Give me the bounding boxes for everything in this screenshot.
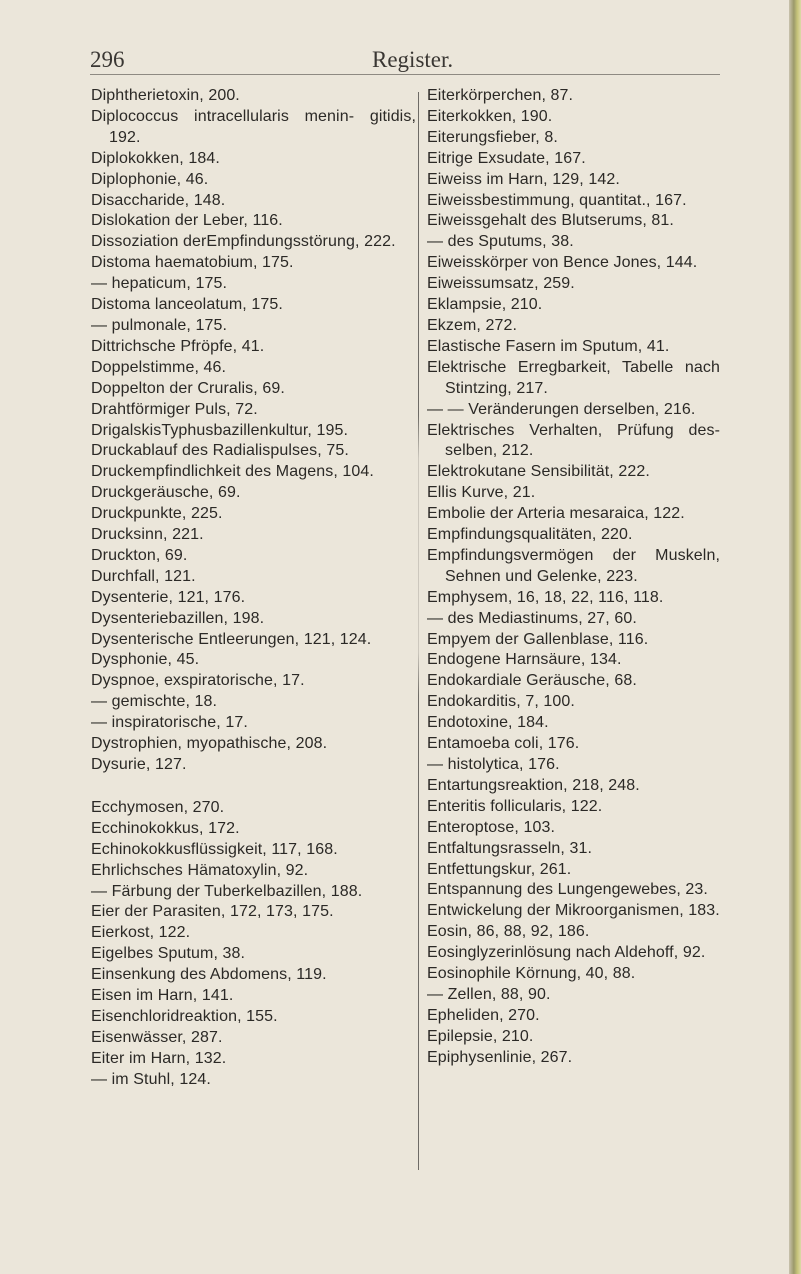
index-entry: Druckempfindlichkeit des Magens, 104. <box>91 463 374 481</box>
index-entry: Endokardiale Geräusche, 68. <box>427 672 637 690</box>
index-entry: — im Stuhl, 124. <box>91 1070 211 1088</box>
index-entry: Ellis Kurve, 21. <box>427 484 536 502</box>
index-entry: Eier der Parasiten, 172, 173, 175. <box>91 903 334 921</box>
index-entry: Eiweissumsatz, 259. <box>427 275 575 293</box>
index-entry: Eklampsie, 210. <box>427 296 543 314</box>
index-entry: Diplokokken, 184. <box>91 149 220 167</box>
index-entry: Eiterungsfieber, 8. <box>427 128 558 146</box>
index-entry: Enteritis follicularis, 122. <box>427 797 603 815</box>
index-entry: — Färbung der Tuberkelbazillen, 188. <box>91 882 363 900</box>
index-entry: — des Mediastinums, 27, 60. <box>427 609 637 627</box>
index-entry: Endogene Harnsäure, 134. <box>427 651 622 669</box>
page-edge <box>789 0 801 1274</box>
page-header <box>0 47 801 77</box>
index-entry: Entartungsreaktion, 218, 248. <box>427 776 640 794</box>
index-entry: Dysphonie, 45. <box>91 651 200 669</box>
index-entry: Dysenteriebazillen, 198. <box>91 609 265 627</box>
column-divider <box>418 92 419 1170</box>
index-entry: — Zellen, 88, 90. <box>427 985 551 1003</box>
index-entry: Distoma haematobium, 175. <box>91 254 294 272</box>
index-entry: Diplophonie, 46. <box>91 170 209 188</box>
index-entry: Eiweisskörper von Bence Jones, 144. <box>427 254 698 272</box>
index-entry: — des Sputums, 38. <box>427 233 574 251</box>
index-entry: Ekzem, 272. <box>427 316 518 334</box>
index-entry: Entspannung des Lungengewebes, 23. <box>427 881 708 899</box>
section-gap <box>91 776 416 798</box>
index-entry: — histolytica, 176. <box>427 756 560 773</box>
index-entry: Disaccharide, 148. <box>91 191 226 209</box>
index-entry: Eisenwässer, 287. <box>91 1028 223 1046</box>
index-entry: Eiweiss im Harn, 129, 142. <box>427 170 620 188</box>
index-entry: Entfaltungsrasseln, 31. <box>427 839 593 857</box>
index-entry: Eierkost, 122. <box>91 924 191 942</box>
index-entry: Elektrische Erregbarkeit, Tabelle nach Stintzing, 217. <box>427 358 720 397</box>
index-entry: Ecchymosen, 270. <box>91 798 225 816</box>
index-entry: Epiphysenlinie, 267. <box>427 1048 573 1066</box>
index-entry: Doppelton der Cruralis, 69. <box>91 379 285 397</box>
index-entry: Drucksinn, 221. <box>91 526 204 544</box>
index-entry: Embolie der Arteria mesaraica, 122. <box>427 505 685 523</box>
index-entry: Druckablauf des Radialispulses, 75. <box>91 442 349 460</box>
index-entry: Dislokation der Leber, 116. <box>91 212 283 230</box>
index-entry: Drahtförmiger Puls, 72. <box>91 400 258 418</box>
index-entry: Eiweissgehalt des Blutserums, 81. <box>427 212 674 230</box>
index-entry: Enteroptose, 103. <box>427 818 556 836</box>
index-entry: DrigalskisTyphusbazillenkultur, 195. <box>91 421 349 439</box>
index-entry: Diphtherietoxin, 200. <box>91 87 240 104</box>
index-entry: Dysenterische Entleerungen, 121, 124. <box>91 630 372 648</box>
index-entry: Eisenchloridreaktion, 155. <box>91 1007 278 1025</box>
index-entry: Emphysem, 16, 18, 22, 116, 118. <box>427 588 664 606</box>
header-rule <box>90 74 720 75</box>
index-entry: Druckgeräusche, 69. <box>91 484 241 502</box>
running-head: Register. <box>372 47 454 72</box>
index-entry: Einsenkung des Abdomens, 119. <box>91 966 327 984</box>
index-column-left <box>91 86 416 1091</box>
page-number: 296 <box>90 47 125 72</box>
index-entry: — gemischte, 18. <box>91 693 218 711</box>
index-entry: Eiterkokken, 190. <box>427 107 553 125</box>
index-entry: Eosinophile Körnung, 40, 88. <box>427 965 636 983</box>
index-entry: Elektrokutane Sensibilität, 222. <box>427 463 650 481</box>
index-entry: Elektrisches Verhalten, Prüfung des- selben, 212. <box>427 421 720 460</box>
index-entry: Ecchinokokkus, 172. <box>91 819 240 837</box>
index-entry: Druckpunkte, 225. <box>91 505 223 523</box>
index-entry: Eiter im Harn, 132. <box>91 1049 227 1067</box>
index-entry: Entamoeba coli, 176. <box>427 735 580 753</box>
index-entry: Dyspnoe, exspiratorische, 17. <box>91 672 305 690</box>
index-entry: Entfettungskur, 261. <box>427 860 572 878</box>
index-entry: Eosin, 86, 88, 92, 186. <box>427 923 590 941</box>
index-entry: Eigelbes Sputum, 38. <box>91 945 246 963</box>
index-entry: Dysurie, 127. <box>91 756 187 773</box>
index-entry: Epheliden, 270. <box>427 1006 540 1024</box>
index-entry: Ehrlichsches Hämatoxylin, 92. <box>91 861 309 879</box>
index-column-right <box>427 86 720 1069</box>
index-entry: Eisen im Harn, 141. <box>91 987 234 1005</box>
index-entry: Elastische Fasern im Sputum, 41. <box>427 337 670 355</box>
index-entry: Durchfall, 121. <box>91 567 196 585</box>
index-entry: Diplococcus intracellularis menin- gitidis, 192. <box>91 107 416 146</box>
index-entry: Echinokokkusflüssigkeit, 117, 168. <box>91 840 338 858</box>
index-entry: Entwickelung der Mikroorganismen, 183. <box>427 902 720 920</box>
index-entry: Dittrichsche Pfröpfe, 41. <box>91 337 265 355</box>
index-entry: Distoma lanceolatum, 175. <box>91 296 283 314</box>
index-entry: Epilepsie, 210. <box>427 1027 534 1045</box>
index-entry: Druckton, 69. <box>91 546 188 564</box>
index-entry: — hepaticum, 175. <box>91 275 227 293</box>
index-entry: Dysenterie, 121, 176. <box>91 588 246 606</box>
index-entry: Endotoxine, 184. <box>427 714 549 732</box>
index-entry: — inspiratorische, 17. <box>91 714 248 732</box>
index-entry: Empfindungsqualitäten, 220. <box>427 526 633 544</box>
index-entry: Eiweissbestimmung, quantitat., 167. <box>427 191 687 209</box>
index-entry: Eosinglyzerinlösung nach Aldehoff, 92. <box>427 944 706 962</box>
index-entry: Doppelstimme, 46. <box>91 358 227 376</box>
index-entry: Eitrige Exsudate, 167. <box>427 149 586 167</box>
index-entry: Dissoziation derEmpfindungsstörung, 222. <box>91 233 396 251</box>
index-entry: — — Veränderungen derselben, 216. <box>427 400 696 418</box>
index-entry: Empyem der Gallenblase, 116. <box>427 630 649 648</box>
index-entry: Empfindungsvermögen der Muskeln, Sehnen und Gelenke, 223. <box>427 546 720 585</box>
index-entry: Dystrophien, myopathische, 208. <box>91 735 328 753</box>
index-entry: Endokarditis, 7, 100. <box>427 693 575 711</box>
index-entry: Eiterkörperchen, 87. <box>427 87 574 104</box>
index-entry: — pulmonale, 175. <box>91 316 228 334</box>
